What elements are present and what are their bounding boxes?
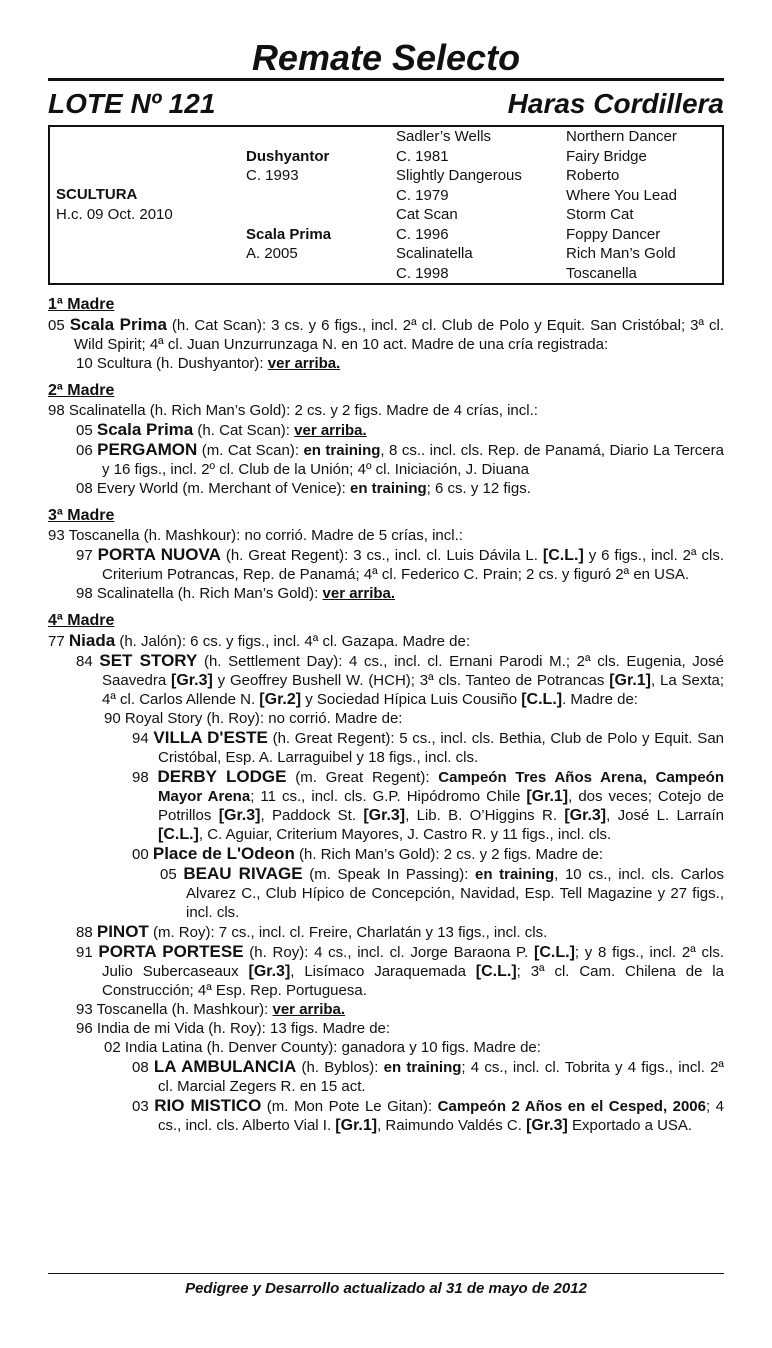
- produce-entry: 00 Place de L'Odeon (h. Rich Man’s Gold): 2 cs. y 2 figs. Madre de:: [132, 844, 604, 863]
- pedigree-table: [48, 125, 724, 285]
- ancestor-col3: C. 1979: [396, 186, 449, 204]
- ancestor-col4: Foppy Dancer: [566, 225, 661, 243]
- produce-entry: 88 PINOT (m. Roy): 7 cs., incl. cl. Freire, Charlatán y 13 figs., incl. cls.: [76, 922, 548, 941]
- ancestor-col4: Storm Cat: [566, 206, 634, 223]
- produce-entry: 08 Every World (m. Merchant of Venice): en training; 6 cs. y 12 figs.: [76, 480, 531, 497]
- ancestor-col3: C. 1981: [396, 147, 449, 165]
- produce-entry: 05 Scala Prima (h. Cat Scan): ver arriba.: [76, 420, 367, 439]
- ancestor-col3: C. 1998: [396, 264, 449, 282]
- lot-header: [48, 87, 724, 121]
- dam-cell: [246, 205, 396, 284]
- ancestor-col3: Slightly Dangerous: [396, 167, 522, 184]
- produce-entry: 98 Scalinatella (h. Rich Man’s Gold): 2 cs. y 2 figs. Madre de 4 crías, incl.:: [48, 402, 538, 419]
- ancestor-col4: Northern Dancer: [566, 128, 677, 145]
- ancestor-col3: Sadler’s Wells: [396, 128, 492, 145]
- title-rule: [48, 78, 724, 81]
- ancestor-col4: Roberto: [566, 167, 620, 184]
- produce-entry: 10 Scultura (h. Dushyantor): ver arriba.: [76, 355, 341, 372]
- produce-entry: 03 RIO MISTICO (m. Mon Pote Le Gitan): Campeón 2 Años en el Cesped, 2006; 4 cs., incl. cls. Alberto Vial I. [Gr.1], Raimundo Valdés C. [Gr.3] Exportado a USA.: [132, 1096, 724, 1134]
- catalog-page: [48, 0, 724, 1135]
- ancestor-col4: Toscanella: [566, 264, 637, 282]
- produce-record: [48, 295, 724, 1135]
- lot-number: LOTE Nº 121: [48, 88, 216, 119]
- produce-entry: 05 BEAU RIVAGE (m. Speak In Passing): en training, 10 cs., incl. cls. Carlos Alvarez C., Club Hípico de Concepción, Navidad, Esp. Tell Magazine y 27 figs., incl. cls.: [160, 864, 725, 921]
- produce-entry: 98 Scalinatella (h. Rich Man’s Gold): ver arriba.: [76, 585, 396, 602]
- section-heading: 3ª Madre: [48, 507, 115, 524]
- produce-entry: 06 PERGAMON (m. Cat Scan): en training, 8 cs.. incl. cls. Rep. de Panamá, Diario La Tercera y 16 figs., incl. 2º cl. Club de la Unión; 4º cl. Iniciación, J. Diuana: [76, 440, 724, 478]
- section-heading: 2ª Madre: [48, 382, 115, 399]
- ancestor-col3: C. 1996: [396, 225, 449, 243]
- produce-entry: 91 PORTA PORTESE (h. Roy): 4 cs., incl. cl. Jorge Baraona P. [C.L.]; y 8 figs., incl. 2ª cls. Julio Subercaseaux [Gr.3], Lisímaco Jaraquemada [C.L.]; 3ª cl. Cam. Chilena de la Construcción; 4ª Esp. Rep. Portuguesa.: [76, 942, 725, 999]
- dam-name: Scala Prima: [246, 225, 332, 243]
- sire-cell: [246, 126, 396, 205]
- produce-entry: 02 India Latina (h. Denver County): ganadora y 10 figs. Madre de:: [104, 1039, 541, 1056]
- stud-name: Haras Cordillera: [507, 88, 724, 119]
- ancestor-col3: Scalinatella: [396, 245, 473, 262]
- produce-entry: 94 VILLA D'ESTE (h. Great Regent): 5 cs., incl. cls. Bethia, Club de Polo y Equit. San Cristóbal, Esp. A. Larraguibel y 18 figs., incl. cls.: [132, 728, 724, 766]
- footer-rule: [48, 1273, 724, 1274]
- dam-desc: A. 2005: [246, 245, 298, 262]
- produce-entry: 90 Royal Story (h. Roy): no corrió. Madre de:: [104, 710, 403, 727]
- page-title: Remate Selecto: [251, 37, 521, 78]
- section-heading: 1ª Madre: [48, 296, 115, 313]
- horse-cell: [49, 126, 246, 284]
- produce-entry: 05 Scala Prima (h. Cat Scan): 3 cs. y 6 figs., incl. 2ª cl. Club de Polo y Equit. San Cristóbal; 3ª cl. Wild Spirit; 4ª cl. Juan Unzurrunzaga N. en 10 act. Madre de una cría registrada:: [48, 315, 724, 353]
- ancestor-col4: Rich Man’s Gold: [566, 245, 676, 262]
- sire-name: Dushyantor: [246, 147, 330, 165]
- produce-entry: 77 Niada (h. Jalón): 6 cs. y figs., incl. 4ª cl. Gazapa. Madre de:: [48, 631, 471, 650]
- produce-entry: 93 Toscanella (h. Mashkour): no corrió. Madre de 5 crías, incl.:: [48, 527, 463, 544]
- produce-entry: 96 India de mi Vida (h. Roy): 13 figs. Madre de:: [76, 1020, 391, 1037]
- produce-entry: 98 DERBY LODGE (m. Great Regent): Campeón Tres Años Arena, Campeón Mayor Arena; 11 cs., incl. cls. G.P. Hipódromo Chile [Gr.1], dos veces; Cotejo de Potrillos [Gr.3], Paddock St. [Gr.3], Lib. B. O’Higgins R. [Gr.3], José L. Larraín [C.L.], C. Aguiar, Criterium Mayores, J. Castro R. y 11 figs., incl. cls.: [132, 767, 725, 843]
- sire-desc: C. 1993: [246, 167, 299, 184]
- produce-entry: 93 Toscanella (h. Mashkour): ver arriba.: [76, 1001, 346, 1018]
- section-heading: 4ª Madre: [48, 612, 115, 629]
- produce-entry: 97 PORTA NUOVA (h. Great Regent): 3 cs., incl. cl. Luis Dávila L. [C.L.] y 6 figs., incl. 2ª cls. Criterium Potrancas, Rep. de Panamá; 4ª cl. Federico C. Prain; 2 cs. y figuró 2ª en USA.: [76, 545, 725, 583]
- produce-entry: 08 LA AMBULANCIA (h. Byblos): en training; 4 cs., incl. cl. Tobrita y 4 figs., incl. 2ª cl. Marcial Zegers R. en 15 act.: [132, 1057, 724, 1095]
- horse-desc: H.c. 09 Oct. 2010: [56, 205, 173, 223]
- horse-name: SCULTURA: [56, 186, 138, 203]
- ancestor-col3: Cat Scan: [396, 206, 458, 223]
- footer-note: Pedigree y Desarrollo actualizado al 31 de mayo de 2012: [185, 1280, 587, 1297]
- ancestor-col4: Where You Lead: [566, 186, 677, 204]
- produce-entry: 84 SET STORY (h. Settlement Day): 4 cs., incl. cl. Ernani Parodi M.; 2ª cls. Eugenia, José Saavedra [Gr.3] y Geoffrey Bushell W. (HCH); 3ª cls. Tanteo de Potrancas [Gr.1], La Sexta; 4ª cl. Carlos Allende N. [Gr.2] y Sociedad Hípica Luis Cousiño [C.L.]. Madre de:: [76, 651, 724, 708]
- ancestor-col4: Fairy Bridge: [566, 147, 647, 165]
